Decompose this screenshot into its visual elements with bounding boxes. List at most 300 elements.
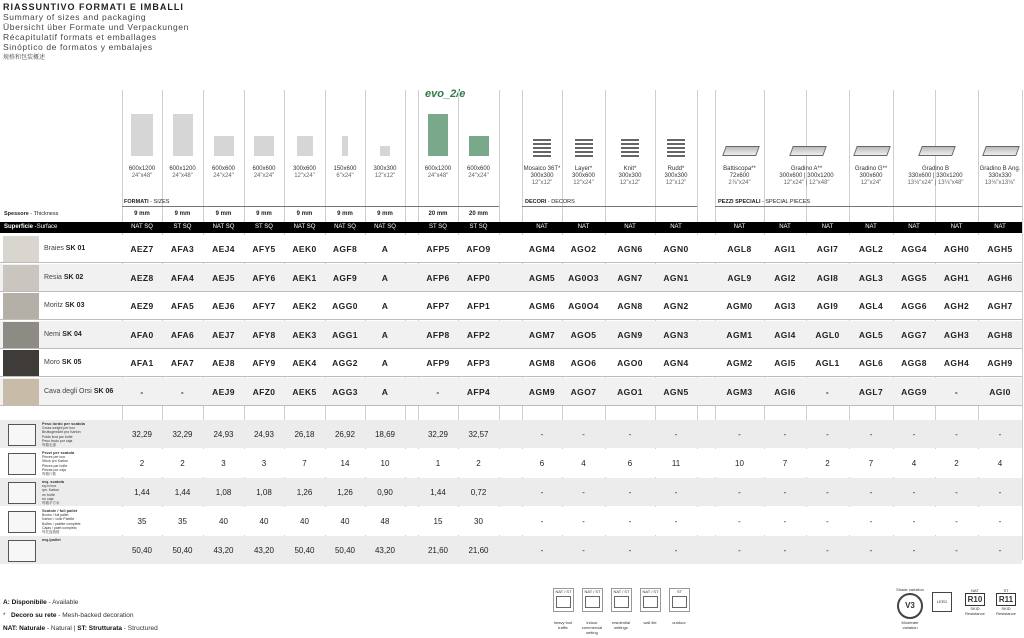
special-size bbox=[893, 166, 978, 187]
article-code: AEK3 bbox=[292, 329, 317, 340]
packaging-value: 43,20 bbox=[253, 546, 275, 555]
packaging-value: - bbox=[912, 488, 916, 497]
article-code: AEJ4 bbox=[212, 244, 235, 254]
packaging-value: 1,26 bbox=[296, 488, 313, 497]
article-code: AEJ7 bbox=[212, 329, 235, 340]
packaging-sub: Pièces par boîte bbox=[42, 463, 68, 468]
packaging-value: - bbox=[998, 488, 1002, 497]
packaging-value: 1,44 bbox=[174, 488, 191, 497]
article-code: - bbox=[140, 386, 144, 397]
article-code: AGG8 bbox=[901, 358, 927, 368]
packaging-value: - bbox=[674, 430, 678, 439]
size-inch: 24"x24" bbox=[468, 173, 489, 179]
packaging-sub: Poids brut par boîte bbox=[42, 434, 73, 439]
special-mm: 330x330 bbox=[988, 173, 1012, 179]
packaging-sub: Piezas por caja bbox=[42, 467, 66, 472]
color-label: Nemi bbox=[44, 330, 61, 338]
packaging-value: 2 bbox=[476, 459, 481, 468]
decor-inch: 12"x12" bbox=[531, 180, 553, 186]
packaging-value: - bbox=[540, 546, 544, 555]
color-swatch bbox=[3, 322, 39, 348]
usage-tag: NAT / ST bbox=[613, 589, 630, 594]
subtitle-de: Übersicht über Formate und Verpackungen bbox=[3, 22, 189, 32]
thickness-value: 9 mm bbox=[256, 211, 272, 217]
packaging-value: 4 bbox=[581, 459, 586, 468]
article-code: AG0O3 bbox=[568, 272, 599, 283]
article-code: AFA1 bbox=[130, 358, 154, 368]
packaging-sub: Karton / volle Palette bbox=[42, 517, 75, 522]
color-code: SK 05 bbox=[61, 359, 82, 366]
color-swatch bbox=[3, 350, 39, 376]
article-code: - bbox=[436, 386, 440, 397]
packaging-value: 50,40 bbox=[334, 546, 356, 555]
article-code: AFA6 bbox=[170, 329, 195, 340]
packaging-title: Peso lordo per scatola bbox=[42, 421, 85, 426]
article-code: AGM2 bbox=[726, 358, 753, 368]
article-code: AGG0 bbox=[332, 301, 358, 311]
packaging-value: - bbox=[955, 488, 958, 497]
color-label: Resia bbox=[44, 273, 62, 281]
packaging-value: - bbox=[738, 517, 741, 526]
packaging-value: 1,26 bbox=[337, 488, 353, 497]
article-code: AGN9 bbox=[617, 329, 643, 340]
article-code: AGN0 bbox=[663, 244, 689, 254]
decor-size bbox=[562, 166, 605, 187]
box-icon bbox=[8, 482, 36, 504]
size-mm: 600x600 bbox=[211, 166, 236, 172]
article-code: AGO2 bbox=[570, 244, 597, 254]
article-code: AGL6 bbox=[858, 358, 884, 368]
usage-tag: NAT / ST bbox=[642, 589, 659, 594]
size-inch: 24"x24" bbox=[213, 173, 234, 179]
decor-inch: 12"x24" bbox=[573, 180, 594, 186]
decor-size bbox=[605, 166, 655, 187]
packaging-value: 21,60 bbox=[468, 546, 489, 555]
format-thumbnail bbox=[297, 136, 313, 156]
decor-size bbox=[522, 166, 562, 187]
packaging-value: - bbox=[869, 430, 873, 439]
article-code: AGM4 bbox=[528, 244, 556, 254]
packaging-value: 15 bbox=[433, 517, 443, 526]
special-piece-thumbnail bbox=[918, 146, 956, 156]
packaging-value: 40 bbox=[219, 517, 228, 526]
packaging-value: - bbox=[628, 517, 632, 526]
article-code: AGI9 bbox=[816, 301, 839, 311]
usage-badge bbox=[669, 588, 690, 612]
format-size bbox=[203, 166, 244, 180]
thickness-value: 20 mm bbox=[468, 211, 488, 217]
article-code: AGL9 bbox=[727, 272, 752, 283]
packaging-value: - bbox=[783, 488, 787, 497]
color-name bbox=[44, 331, 82, 338]
article-code: AGL3 bbox=[858, 272, 884, 283]
packaging-value: - bbox=[628, 546, 632, 555]
packaging-label bbox=[42, 509, 118, 534]
article-code: AGN6 bbox=[617, 244, 643, 254]
article-code: AGM3 bbox=[726, 386, 753, 397]
special-inch: 12"x24" | 12"x48" bbox=[783, 180, 830, 186]
article-code: - bbox=[825, 386, 830, 397]
article-code: AGI0 bbox=[989, 386, 1011, 397]
decor-thumbnail bbox=[621, 139, 639, 157]
size-mm: 600x600 bbox=[466, 166, 491, 172]
article-code: AGH4 bbox=[943, 358, 970, 368]
packaging-sub: Stück pro Karton bbox=[42, 459, 69, 464]
article-code: AGO7 bbox=[570, 386, 597, 397]
surface-value: NAT bbox=[865, 224, 877, 230]
usage-label: heavy foot traffic bbox=[553, 620, 573, 630]
packaging-value: - bbox=[869, 488, 873, 497]
surface-value: NAT bbox=[536, 224, 548, 230]
packaging-value: 18,69 bbox=[374, 430, 396, 439]
packaging-sub: 每箱平方米 bbox=[42, 501, 60, 506]
special-piece-thumbnail bbox=[789, 146, 827, 156]
surface-value: NAT SQ bbox=[131, 224, 153, 230]
article-code: A bbox=[381, 386, 389, 397]
article-code: AFP5 bbox=[426, 244, 450, 254]
packaging-label bbox=[42, 538, 118, 542]
packaging-sub: Pieces per box bbox=[42, 455, 66, 460]
format-thumbnail bbox=[428, 114, 448, 156]
evo-logo: evo_2/e bbox=[425, 88, 466, 100]
packaging-value: - bbox=[869, 517, 873, 526]
size-mm: 600x1200 bbox=[169, 166, 196, 172]
decor-mm: 300x300 bbox=[664, 173, 688, 179]
article-code: AGN7 bbox=[617, 272, 643, 283]
special-inch: 13⅛"x13⅛" bbox=[984, 180, 1016, 186]
page-title: RIASSUNTIVO FORMATI E IMBALLI bbox=[3, 2, 184, 12]
article-code: AEJ8 bbox=[212, 358, 235, 368]
packaging-label bbox=[42, 422, 118, 447]
article-code: AFP6 bbox=[426, 272, 450, 283]
packaging-sub: m² boîte bbox=[42, 492, 55, 497]
article-code: AGH5 bbox=[987, 244, 1013, 254]
thickness-value: 9 mm bbox=[296, 211, 313, 217]
packaging-value: - bbox=[582, 546, 585, 555]
size-inch: 24"x24" bbox=[253, 173, 275, 179]
article-code: AGM0 bbox=[726, 301, 753, 311]
divider bbox=[522, 206, 697, 207]
packaging-value: 50,40 bbox=[294, 546, 315, 555]
packaging-sub: 每箱毛重 bbox=[42, 443, 56, 448]
article-code: AFY6 bbox=[252, 272, 276, 283]
packaging-value: 32,29 bbox=[427, 430, 449, 439]
size-inch: 24"x48" bbox=[427, 173, 449, 179]
article-code: AFP1 bbox=[466, 301, 491, 311]
format-size bbox=[244, 166, 284, 180]
decor-name: Mosaico 36T* bbox=[523, 166, 561, 172]
size-mm: 600x600 bbox=[252, 166, 276, 172]
article-code: AGL0 bbox=[815, 329, 840, 340]
legend-surface: NAT: Naturale - Natural | ST: Strutturata - Structured bbox=[3, 625, 158, 632]
article-code: AGG6 bbox=[901, 301, 927, 311]
legend-available: A: Disponibile - Available bbox=[3, 599, 79, 606]
packaging-value: - bbox=[628, 488, 632, 497]
packaging-sub: Boxes / full pallet bbox=[42, 513, 69, 518]
special-inch: 2⅞"x24" bbox=[728, 180, 751, 186]
article-code: AGI2 bbox=[774, 272, 796, 283]
packaging-value: 32,57 bbox=[468, 430, 489, 439]
packaging-sub: Cajas / palet completo bbox=[42, 525, 77, 530]
r11-badge: ST R11 SKID Resistance bbox=[996, 588, 1016, 616]
article-code: AGL8 bbox=[727, 244, 752, 254]
article-code: AFA7 bbox=[170, 358, 195, 368]
subtitle-en: Summary of sizes and packaging bbox=[3, 12, 147, 22]
article-code: AFP8 bbox=[426, 329, 450, 340]
shade-v3-icon: V3 bbox=[897, 593, 923, 619]
color-name bbox=[44, 274, 83, 281]
special-inch: 12"x24" bbox=[860, 180, 882, 186]
decor-mm: 300x300 bbox=[530, 173, 554, 179]
special-size bbox=[764, 166, 849, 187]
article-code: A bbox=[381, 329, 389, 340]
article-code: A bbox=[381, 358, 389, 368]
packaging-value: 40 bbox=[259, 517, 269, 526]
shade-variation: Shade variation V3 Moderate variation bbox=[896, 587, 924, 630]
article-code: AEJ6 bbox=[212, 301, 235, 311]
leed-icon: LEED bbox=[932, 592, 952, 612]
article-code: AEZ8 bbox=[130, 272, 154, 283]
section-formats: FORMATI - SIZES bbox=[124, 199, 170, 205]
packaging-value: 35 bbox=[137, 517, 147, 526]
packaging-value: 32,29 bbox=[131, 430, 153, 439]
packaging-value: 7 bbox=[782, 459, 788, 468]
size-mm: 300x300 bbox=[373, 166, 397, 172]
article-code: AGG7 bbox=[901, 329, 927, 340]
usage-label: residential settings bbox=[611, 620, 631, 630]
packaging-value: 30 bbox=[474, 517, 483, 526]
size-mm: 150x600 bbox=[333, 166, 357, 172]
packaging-value: 7 bbox=[302, 459, 307, 468]
packaging-value: 26,92 bbox=[334, 430, 356, 439]
special-inch: 13⅛"x24" | 13⅛"x48" bbox=[907, 180, 964, 186]
packaging-value: 1,08 bbox=[215, 488, 232, 497]
size-mm: 600x1200 bbox=[128, 166, 156, 172]
article-code: AGI3 bbox=[774, 301, 796, 311]
divider bbox=[122, 206, 499, 207]
packaging-value: - bbox=[783, 546, 787, 555]
packaging-value: 2 bbox=[180, 459, 185, 468]
article-code: AGM9 bbox=[528, 386, 556, 397]
article-code: AFA3 bbox=[170, 244, 195, 254]
article-code: AGN1 bbox=[663, 272, 689, 283]
decor-mm: 300x600 bbox=[571, 173, 596, 179]
article-code: AGH6 bbox=[987, 272, 1013, 283]
packaging-sub: 每托盘箱数 bbox=[42, 530, 60, 535]
thickness-label: Spessore - Thickness bbox=[4, 211, 59, 217]
usage-tag: ST bbox=[676, 589, 683, 594]
packaging-value: - bbox=[955, 546, 958, 555]
decor-thumbnail bbox=[667, 139, 685, 157]
special-mm: 72x600 bbox=[729, 173, 750, 179]
leed-badge bbox=[931, 592, 953, 612]
surface-value: NAT bbox=[994, 224, 1006, 230]
color-label: Braies bbox=[44, 245, 64, 252]
usage-badge bbox=[582, 588, 603, 612]
color-code: SK 03 bbox=[65, 302, 85, 309]
packaging-value: 1,08 bbox=[256, 488, 272, 497]
packaging-value: - bbox=[540, 517, 544, 526]
article-code: AGG2 bbox=[332, 358, 358, 368]
color-code: SK 01 bbox=[65, 245, 86, 252]
format-thumbnail bbox=[469, 136, 489, 156]
format-size bbox=[365, 166, 405, 180]
color-code: SK 02 bbox=[63, 273, 84, 281]
format-size bbox=[122, 166, 162, 180]
packaging-value: 1,44 bbox=[430, 488, 446, 497]
article-code: AGG5 bbox=[901, 272, 927, 283]
article-code: AFP9 bbox=[426, 358, 450, 368]
packaging-value: 43,20 bbox=[374, 546, 396, 555]
size-inch: 6"x24" bbox=[336, 173, 354, 179]
packaging-value: 6 bbox=[627, 459, 633, 468]
decor-name: Knit* bbox=[623, 166, 637, 172]
packaging-value: - bbox=[826, 546, 829, 555]
special-mm: 300x600 bbox=[859, 173, 883, 179]
article-code: AEK2 bbox=[292, 301, 317, 311]
color-code: SK 06 bbox=[93, 387, 114, 395]
surface-value: ST SQ bbox=[255, 224, 273, 230]
packaging-value: 32,29 bbox=[172, 430, 193, 439]
color-swatch bbox=[3, 265, 39, 291]
subtitle-cn: 规格和包装概述 bbox=[3, 55, 46, 61]
packaging-value: - bbox=[738, 546, 741, 555]
article-code: AGF8 bbox=[332, 244, 358, 254]
format-thumbnail bbox=[380, 146, 390, 156]
special-name: Battiscopa** bbox=[723, 166, 756, 172]
color-swatch bbox=[3, 379, 39, 405]
article-code: AEK4 bbox=[292, 358, 317, 368]
article-code: AGN3 bbox=[663, 329, 689, 340]
surface-value: ST SQ bbox=[173, 224, 192, 230]
special-mm: 330x600 | 330x1200 bbox=[908, 173, 963, 179]
article-code: AGI7 bbox=[816, 244, 839, 254]
usage-icon bbox=[643, 596, 658, 608]
color-name bbox=[44, 388, 113, 395]
article-code: AFA4 bbox=[170, 272, 195, 283]
surface-value: ST SQ bbox=[469, 224, 488, 230]
article-code: AFA0 bbox=[130, 329, 154, 340]
packaging-value: - bbox=[674, 546, 678, 555]
article-code: AGH7 bbox=[987, 301, 1013, 311]
special-size bbox=[849, 166, 893, 187]
surface-value: NAT bbox=[577, 224, 590, 230]
article-code: AGO5 bbox=[570, 329, 597, 340]
surface-value: NAT bbox=[733, 224, 746, 230]
article-code: AFY7 bbox=[252, 301, 276, 311]
packaging-value: - bbox=[582, 517, 585, 526]
article-code: AGO1 bbox=[617, 386, 643, 397]
usage-tag: NAT / ST bbox=[555, 589, 572, 594]
article-code: A bbox=[381, 301, 389, 311]
decor-inch: 12"x12" bbox=[619, 180, 641, 186]
article-code: AGL7 bbox=[858, 386, 884, 397]
surface-value: NAT bbox=[670, 224, 682, 230]
packaging-value: 0,72 bbox=[470, 488, 487, 497]
packaging-label bbox=[42, 480, 118, 505]
color-label: Cava degli Orsi bbox=[44, 387, 92, 395]
article-code: AGM1 bbox=[726, 329, 753, 340]
special-name: Gradino B Ang. bbox=[979, 166, 1021, 172]
subtitle-fr: Récapitulatif formats et emballages bbox=[3, 32, 157, 42]
article-code: - bbox=[954, 386, 959, 397]
section-specials: PEZZI SPECIALI - SPECIAL PIECES bbox=[718, 199, 811, 205]
decor-inch: 12"x12" bbox=[665, 180, 687, 186]
article-code: AGM7 bbox=[528, 329, 556, 340]
packaging-value: - bbox=[540, 488, 544, 497]
article-code: AGH2 bbox=[943, 301, 970, 311]
article-code: AGM6 bbox=[528, 301, 556, 311]
packaging-value: 43,20 bbox=[213, 546, 234, 555]
article-code: AGI1 bbox=[774, 244, 796, 254]
article-code: AGO0 bbox=[617, 358, 643, 368]
packaging-value: 4 bbox=[997, 459, 1003, 468]
size-inch: 24"x48" bbox=[172, 173, 193, 179]
article-code: AFP4 bbox=[466, 386, 491, 397]
article-code: - bbox=[180, 386, 185, 397]
article-code: AGO6 bbox=[570, 358, 597, 368]
special-mm: 300x600 | 300x1200 bbox=[779, 173, 834, 179]
special-size bbox=[715, 166, 764, 187]
article-code: AFP3 bbox=[466, 358, 491, 368]
packaging-value: 4 bbox=[911, 459, 917, 468]
packaging-sub: qm. Karton bbox=[42, 488, 60, 493]
packaging-value: 3 bbox=[221, 459, 226, 468]
packaging-value: - bbox=[912, 546, 916, 555]
packaging-value: 50,40 bbox=[131, 546, 153, 555]
thickness-value: 20 mm bbox=[428, 211, 448, 217]
packaging-value: - bbox=[540, 430, 544, 439]
packaging-value: 14 bbox=[340, 459, 350, 468]
article-code: AFY5 bbox=[252, 244, 276, 254]
format-size bbox=[284, 166, 325, 180]
article-code: AGM8 bbox=[528, 358, 556, 368]
surface-value: NAT SQ bbox=[293, 224, 316, 230]
surface-value: NAT bbox=[950, 224, 963, 230]
packaging-value: 1 bbox=[435, 459, 441, 468]
surface-bar bbox=[0, 222, 1022, 233]
packaging-title: mq. scatola bbox=[42, 479, 65, 484]
packaging-value: - bbox=[674, 488, 678, 497]
color-swatch bbox=[3, 293, 39, 319]
usage-icon bbox=[672, 596, 687, 608]
packaging-title: Scatole / full pallet bbox=[42, 508, 78, 513]
packaging-value: 1,44 bbox=[134, 488, 150, 497]
packaging-value: - bbox=[826, 488, 829, 497]
packaging-value: 40 bbox=[300, 517, 309, 526]
article-code: AFA5 bbox=[170, 301, 195, 311]
packaging-value: - bbox=[582, 430, 585, 439]
format-thumbnail bbox=[131, 114, 153, 156]
format-size bbox=[162, 166, 203, 180]
packaging-sub: 每箱片数 bbox=[42, 472, 56, 477]
packaging-label bbox=[42, 451, 118, 476]
surface-value: ST SQ bbox=[429, 224, 447, 230]
article-code: AEK5 bbox=[292, 386, 317, 397]
packaging-value: 6 bbox=[539, 459, 545, 468]
size-inch: 12"x12" bbox=[374, 173, 396, 179]
packaging-value: - bbox=[783, 517, 787, 526]
article-code: AG0O4 bbox=[568, 301, 599, 311]
format-size bbox=[418, 166, 458, 180]
color-name bbox=[44, 359, 81, 366]
article-code: AFY9 bbox=[252, 358, 276, 368]
usage-tag: NAT / ST bbox=[584, 589, 601, 594]
article-code: A bbox=[381, 272, 389, 283]
article-code: AGI5 bbox=[774, 358, 796, 368]
r10-badge: NAT R10 SKID Resistance bbox=[965, 588, 985, 616]
format-size bbox=[325, 166, 365, 180]
